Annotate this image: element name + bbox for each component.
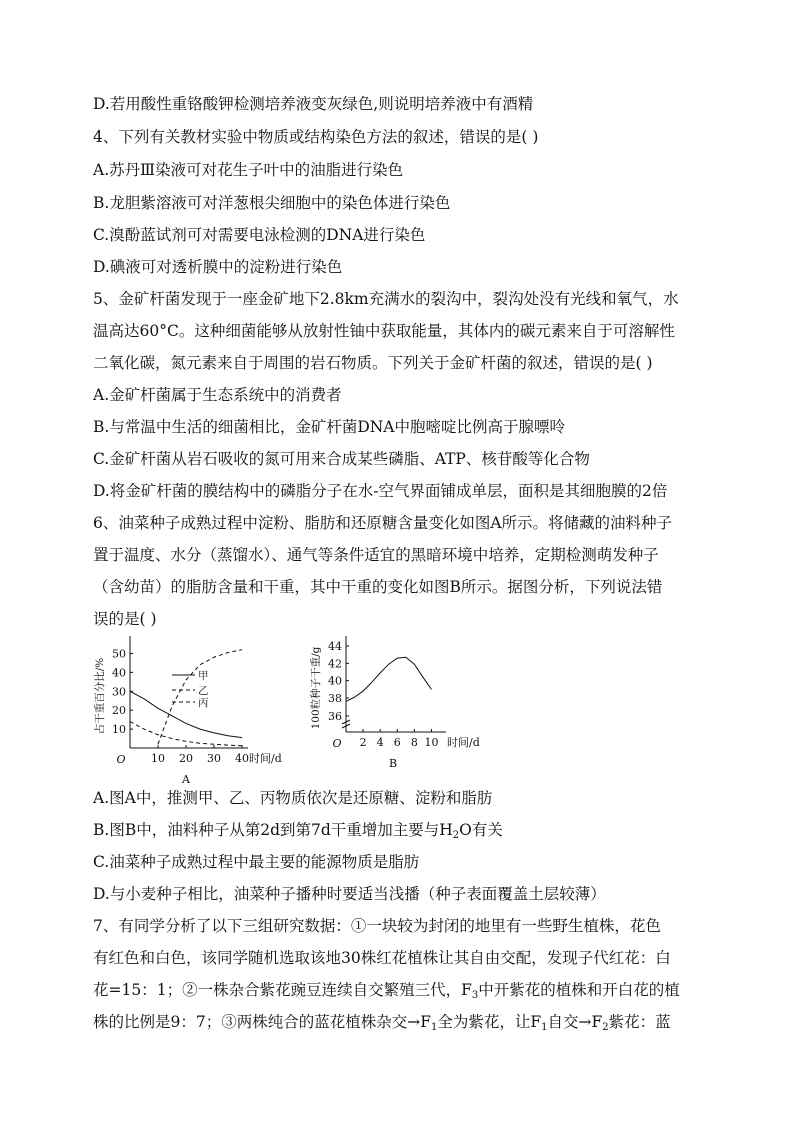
x-tick-label: 20 [179, 752, 193, 765]
origin-label: O [332, 737, 342, 750]
option-line: C.油菜种子成熟过程中最主要的能源物质是脂肪 [93, 853, 420, 871]
y-axis-label: 占干重百分比/% [94, 657, 106, 735]
x-tick-label: 6 [393, 736, 401, 749]
option-line: D.碘液可对透析膜中的淀粉进行染色 [93, 258, 343, 276]
question-5-stem: 二氧化碳，氮元素来自于周围的岩石物质。下列关于金矿杆菌的叙述，错误的是( ) [93, 354, 653, 372]
option-line: D.若用酸性重铬酸钾检测培养液变灰绿色,则说明培养液中有酒精 [93, 95, 534, 113]
figure-b-chart [300, 628, 500, 773]
x-tick-label: 10 [424, 736, 439, 749]
question-6-stem: （含幼苗）的脂肪含量和干重，其中干重的变化如图B所示。据图分析，下列说法错 [93, 578, 663, 596]
legend-label: 丙 [198, 697, 209, 709]
figure-caption: B [388, 757, 398, 770]
option-line: C.金矿杆菌从岩石吸收的氮可用来合成某些磷脂、ATP、核苷酸等化合物 [93, 450, 590, 468]
x-axis-label: 时间/d [447, 736, 480, 749]
y-tick-label: 40 [328, 674, 342, 688]
x-axis-label: 时间/d [249, 752, 282, 765]
figure-caption: A [182, 773, 190, 786]
question-7-stem: 花=15：1；②一株杂合紫花豌豆连续自交繁殖三代，$F_3$中开紫花的植株和开白花的植 [93, 981, 680, 1001]
x-tick-label: 2 [359, 736, 367, 749]
legend-label: 甲 [198, 670, 209, 682]
x-tick-label: 30 [207, 752, 221, 765]
question-6-stem: 6、油菜种子成熟过程中淀粉、脂肪和还原糖含量变化如图A所示。将储藏的油料种子 [93, 514, 673, 532]
question-5-stem: 温高达60°C。这种细菌能够从放射性铀中获取能量，其体内的碳元素来自于可溶解性 [93, 322, 675, 340]
series-line-甲 [130, 691, 242, 737]
y-tick-label: 10 [112, 723, 126, 737]
question-6-stem: 误的是( ) [93, 610, 157, 628]
option-line: B.龙胆紫溶液可对洋葱根尖细胞中的染色体进行染色 [93, 194, 451, 212]
option-line: C.溴酚蓝试剂可对需要电泳检测的DNA进行染色 [93, 226, 426, 244]
option-line: B.图B中，油料种子从第2d到第7d干重增加主要与$H_2O$有关 [93, 821, 503, 841]
option-line: B.与常温中生活的细菌相比，金矿杆菌DNA中胞嘧啶比例高于腺嘌呤 [93, 418, 566, 436]
y-tick-label: 44 [328, 640, 342, 653]
question-7-stem: 7、有同学分析了以下三组研究数据：①一块较为封闭的地里有一些野生植株，花色 [93, 917, 661, 935]
figure-a-chart [92, 630, 307, 786]
y-tick-label: 38 [328, 692, 342, 705]
x-tick-label: 4 [376, 736, 384, 749]
y-tick-label: 40 [112, 666, 126, 680]
option-line: D.与小麦种子相比，油菜种子播种时要适当浅播（种子表面覆盖土层较薄） [93, 885, 606, 903]
series-line-dry-weight [346, 657, 431, 701]
y-tick-label: 42 [328, 657, 342, 671]
y-tick-label: 20 [112, 704, 126, 718]
option-line: D.将金矿杆菌的膜结构中的磷脂分子在水-空气界面铺成单层，面积是其细胞膜的2倍 [93, 482, 668, 500]
x-tick-label: 10 [151, 752, 165, 765]
option-line: A.图A中，推测甲、乙、丙物质依次是还原糖、淀粉和脂肪 [93, 789, 493, 807]
question-4-stem: 4、下列有关教材实验中物质或结构染色方法的叙述，错误的是( ) [93, 128, 539, 146]
y-tick-label: 50 [112, 647, 126, 661]
question-5-stem: 5、金矿杆菌发现于一座金矿地下2.8km充满水的裂沟中，裂沟处没有光线和氧气，水 [93, 290, 679, 308]
origin-label: O [116, 753, 126, 766]
question-7-stem: 有红色和白色，该同学随机选取该地30株红花植株让其自由交配，发现子代红花：白 [93, 949, 671, 967]
y-axis-label: 100粒种子干重/g [310, 646, 322, 730]
option-line: A.苏丹Ⅲ染液可对花生子叶中的油脂进行染色 [93, 161, 404, 179]
x-tick-label: 8 [410, 736, 418, 749]
option-line: A.金矿杆菌属于生态系统中的消费者 [93, 386, 342, 404]
x-tick-label: 40 [235, 752, 249, 765]
y-tick-label: 30 [112, 685, 126, 699]
y-tick-label: 36 [328, 710, 342, 723]
question-6-stem: 置于温度、水分（蒸馏水）、通气等条件适宜的黑暗环境中培养，定期检测萌发种子 [93, 546, 659, 564]
series-line-乙 [130, 722, 242, 746]
question-7-stem: 株的比例是9：7；③两株纯合的蓝花植株杂交$\to F_1$全为紫花，让$F_1$自交$\to F_2$紫花：蓝 [93, 1013, 671, 1033]
legend-label: 乙 [198, 685, 209, 697]
